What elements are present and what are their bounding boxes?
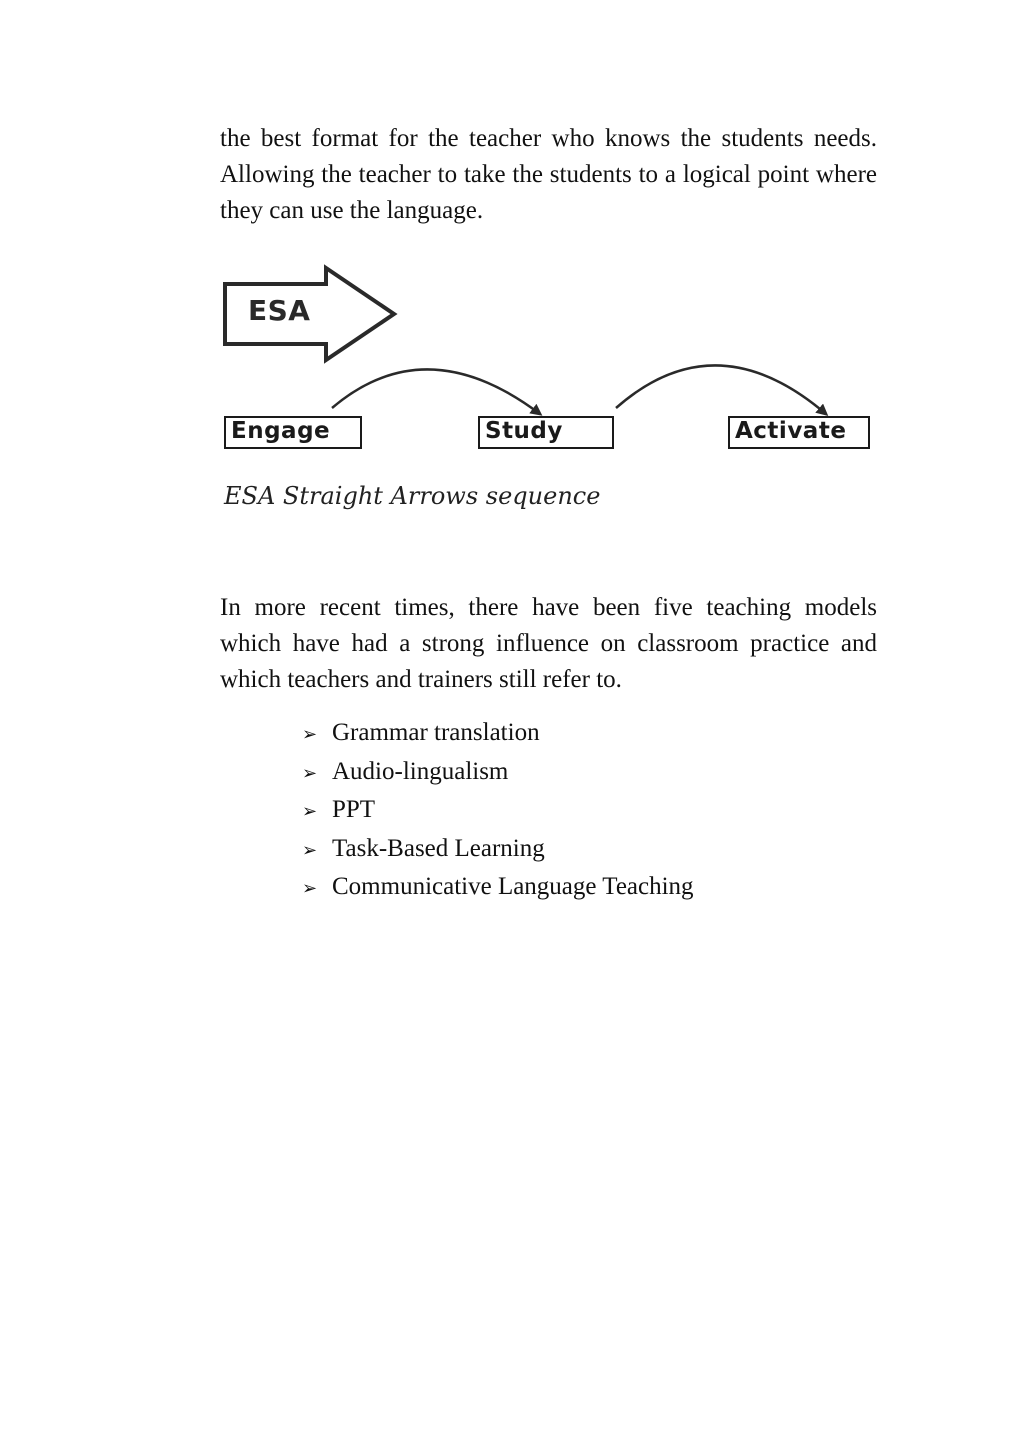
- list-item: [302, 715, 694, 754]
- arrow-bullet-icon: ➢: [302, 724, 318, 745]
- esa-diagram: [216, 258, 886, 528]
- teaching-models-list: [302, 715, 694, 908]
- intro-paragraph: the best format for the teacher who knows the students needs. Allowing the teacher to take the students to a logical point where they can use the language.: [220, 125, 877, 224]
- list-item-text: Grammar translation: [332, 719, 540, 746]
- list-item-text: PPT: [332, 796, 376, 824]
- arrow-bullet-icon: ➢: [302, 762, 318, 784]
- list-item-text: Audio-lingualism: [332, 757, 509, 785]
- list-item-text: Task-Based Learning: [332, 834, 545, 862]
- arrow-bullet-icon: ➢: [302, 878, 318, 900]
- stage-engage: Engage: [224, 416, 362, 449]
- engage-to-study-arrow: [332, 369, 540, 414]
- esa-arrow-label: ESA: [248, 294, 311, 327]
- stage-study: Study: [478, 416, 614, 449]
- list-item: [302, 792, 694, 831]
- list-item: [302, 754, 694, 793]
- arrow-bullet-icon: ➢: [302, 839, 318, 861]
- study-to-activate-arrow: [616, 365, 826, 414]
- list-item: [302, 869, 694, 908]
- arrow-bullet-icon: ➢: [302, 801, 318, 823]
- models-paragraph: In more recent times, there have been five teaching models which have had a strong influence on classroom practice and which teachers and trainers still refer to.: [220, 594, 877, 693]
- figure-caption: ESA Straight Arrows sequence: [224, 482, 601, 510]
- list-item: [302, 831, 694, 870]
- list-item-text: Communicative Language Teaching: [332, 873, 694, 901]
- stage-activate: Activate: [728, 416, 870, 449]
